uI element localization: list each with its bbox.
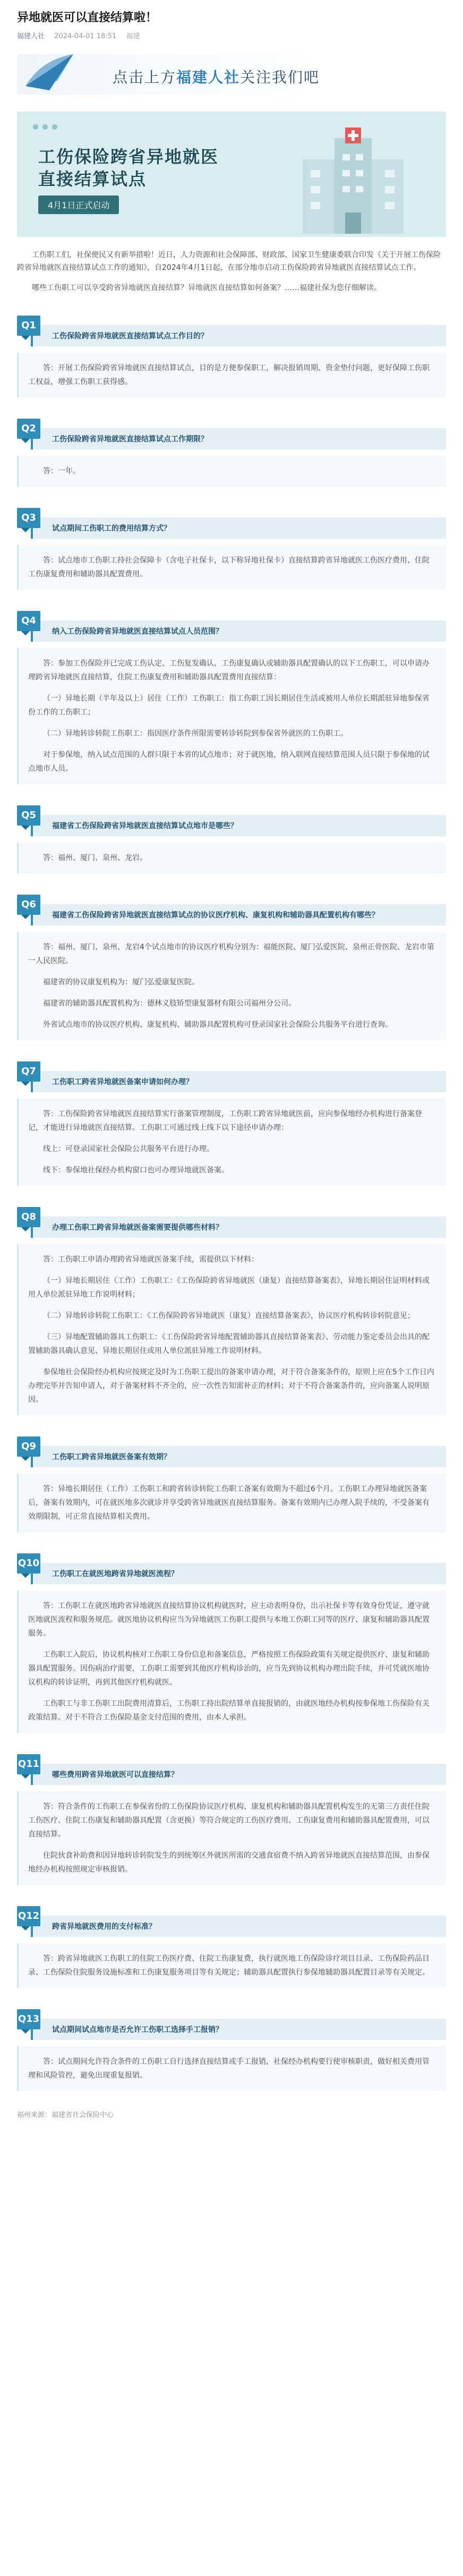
answer-box (17, 1591, 446, 1733)
question-header (17, 2009, 446, 2042)
answer-paragraph: 答：一年。 (43, 466, 80, 475)
article-meta (17, 30, 446, 40)
answer-paragraph: 答：工伤职工在就医地跨省异地就医直接结算协议机构就医时，应主动表明身份，出示社保卡等有效身份凭证，遵守就医地就医流程和服务规范。就医地协议机构应当为异地就医工伤职工提供与本地工伤职工同等的医疗、康复和辅助器具配置服务。 (28, 1601, 430, 1638)
question-number-badge: Q12 (17, 1906, 40, 1926)
question-header (17, 508, 446, 541)
answer-paragraph: （三）异地配置辅助器具工伤职工：《工伤保险跨省异地配置辅助器具直接结算备案表》、劳动能力鉴定委员会出具的配置辅助器具确认意见、异地长期居住或用人单位派驻异地工作说明材料。 (28, 1332, 430, 1355)
answer-box (17, 932, 446, 1040)
publish-date: 2024-04-01 18:51 (54, 32, 117, 40)
question-text: 哪些费用跨省异地就医可以直接结算？ (31, 1764, 446, 1785)
answer-paragraph: 答：工伤保险跨省异地就医直接结算实行备案管理制度，工伤职工跨省异地就医前，应向参保地经办机构进行备案登记，才能进行异地就医直接结算。工伤职工可通过线上线下以下途径申请办理： (28, 1109, 422, 1132)
question-text: 工伤职工跨省异地就医备案有效期？ (31, 1446, 446, 1467)
answer-box (17, 353, 446, 397)
question-text: 试点期间试点地市是否允许工伤职工选择手工报销？ (31, 2019, 446, 2040)
question-text: 工伤保险跨省异地就医直接结算试点工作期限？ (31, 428, 446, 449)
answer-paragraph: 工伤职工入院后，协议机构核对工伤职工身份信息和备案信息，严格按照工伤保险政策有关规定提供医疗、康复和辅助器具配置服务。因伤病治疗需要，工伤职工需要到其他医疗机构诊治的，应当先到协议机构办理出院手续，并可凭就医地协议机构的转诊证明，再到其他医疗机构就医。 (28, 1650, 430, 1687)
qa-item (17, 1061, 446, 1186)
account-name: 福建人社 (176, 68, 241, 86)
follow-text: 点击上方福建人社关注我们吧 (113, 68, 320, 86)
answer-paragraph: （二）异地转诊转院工伤职工：指因医疗条件所限需要转诊转院到参保省外就医的工伤职工。 (43, 729, 348, 738)
publish-location: 福建 (126, 32, 140, 40)
hero-banner (17, 112, 446, 237)
answer-paragraph: 对于参保地，纳入试点范围的人群只限于本省的试点地市；对于就医地，纳入联网直接结算范围人员只限于参保地的试点地市人员。 (28, 750, 430, 773)
answer-box (17, 843, 446, 873)
article-title: 异地就医可以直接结算啦！ (17, 11, 158, 24)
answer-box (17, 456, 446, 487)
answer-paragraph: 答：福州、厦门、泉州、龙岩4个试点地市的协议医疗机构分别为：福能医院、厦门弘爱医院、泉州正骨医院、龙岩市第一人民医院。 (28, 942, 434, 965)
answer-box (17, 1791, 446, 1885)
answer-paragraph: 答：福州、厦门、泉州、龙岩。 (43, 853, 147, 862)
question-number-badge: Q2 (17, 419, 40, 439)
question-number-badge: Q9 (17, 1436, 40, 1457)
paper-plane-ribbon-icon (20, 49, 79, 97)
question-text: 试点期间工伤职工的费用结算方式？ (31, 517, 446, 539)
question-number-badge: Q5 (17, 805, 40, 826)
author-link[interactable]: 福建人社 (17, 32, 45, 40)
follow-banner[interactable] (17, 54, 446, 95)
question-text: 办理工伤职工跨省异地就医备案需要提供哪些材料？ (31, 1217, 446, 1238)
question-text: 福建省工伤保险跨省异地就医直接结算试点地市是哪些？ (31, 815, 446, 836)
question-number-badge: Q1 (17, 316, 40, 336)
answer-box (17, 1943, 446, 1988)
qa-item (17, 805, 446, 873)
intro-paragraph: 哪些工伤职工可以享受跨省异地就医直接结算？异地就医直接结算如何备案？……福建社保为您仔细解读。 (32, 283, 381, 292)
question-text: 工伤职工在就医地跨省异地就医流程？ (31, 1563, 446, 1584)
question-number-badge: Q8 (17, 1207, 40, 1227)
answer-paragraph: 工伤职工与非工伤职工出院费用清算后，工伤职工持出院结算单直接报销的，由就医地经办机构按参保地工伤保险有关政策结算。对于不符合工伤保险基金支付范围的费用，由本人承担。 (28, 1699, 430, 1722)
article-source: 福州来源：福建省社会保险中心 (17, 2111, 114, 2119)
question-number-badge: Q4 (17, 611, 40, 631)
answer-paragraph: 答：异地长期居住（工作）工伤职工和跨省转诊转院工伤职工备案有效期为不超过6个月。工伤职工办理异地就医备案后，备案有效期内，可在就医地多次就诊并享受跨省异地就医直接结算服务。备案有效期内已办理入院手续的，不受备案有效期限制，可正常直接结算相关费用。 (28, 1484, 430, 1521)
question-header (17, 611, 446, 644)
qa-list (17, 316, 446, 2091)
answer-paragraph: 答：试点地市工伤职工持社会保障卡（含电子社保卡，以下称异地社保卡）直接结算跨省异地就医工伤医疗费用、住院工伤康复费用和辅助器具配置费用。 (28, 556, 430, 579)
answer-paragraph: （一）异地长期（半年及以上）居住（工作）工伤职工：指工伤职工因长期居住生活或被用人单位长期派驻异地参保省份工作的工伤职工； (28, 694, 430, 717)
decor-dots (33, 124, 57, 130)
qa-item (17, 611, 446, 784)
launch-date-badge: 4月1日正式启动 (38, 195, 119, 214)
answer-paragraph: 线上：可登录国家社会保险公共服务平台进行办理。 (43, 1144, 214, 1153)
question-text: 纳入工伤保险跨省异地就医直接结算试点人员范围？ (31, 620, 446, 642)
answer-box (17, 1244, 446, 1415)
question-number-badge: Q3 (17, 508, 40, 528)
answer-paragraph: （二）异地转诊转院工伤职工：《工伤保险跨省异地就医（康复）直接结算备案表》，协议医疗机构转诊转院意见； (43, 1311, 415, 1320)
intro-section (17, 249, 446, 294)
question-header (17, 419, 446, 452)
question-header (17, 895, 446, 928)
answer-paragraph: 答：跨省异地就医工伤职工的住院工伤医疗费、住院工伤康复费，执行就医地工伤保险诊疗项目目录、工伤保险药品目录、工伤保险住院服务设施标准和工伤康复服务项目等有关规定；辅助器具配置执行参保地辅助器具配置目录等有关规定。 (28, 1954, 430, 1977)
answer-paragraph: 答：试点期间允许符合条件的工伤职工自行选择直接结算或手工报销，社保经办机构要行使审核职责，做好相关费用管理和风险管控，避免出现重复报销。 (28, 2057, 430, 2080)
qa-item (17, 1754, 446, 1885)
answer-paragraph: 参保地社会保险经办机构应按规定及时为工伤职工提出的备案申请办理，对于符合备案条件的，原则上应在5个工作日内办理完毕并告知申请人，对于备案材料不齐全的，应一次性告知需补正的材料；对于不符合备案条件的，应向备案人说明原因。 (28, 1367, 434, 1404)
answer-box (17, 648, 446, 784)
answer-paragraph: （一）异地长期居住（工作）工伤职工：《工伤保险跨省异地就医（康复）直接结算备案表》，异地长期居住证明材料或用人单位派驻异地工作说明材料； (28, 1276, 430, 1299)
qa-item (17, 419, 446, 487)
question-header (17, 1436, 446, 1469)
answer-box (17, 2046, 446, 2091)
answer-box (17, 545, 446, 590)
qa-item (17, 895, 446, 1040)
answer-paragraph: 住院伙食补助费和因异地转诊转院发生的到统筹区外就医所需的交通食宿费不纳入跨省异地就医直接结算范围，由参保地经办机构按照规定审核报销。 (28, 1851, 430, 1874)
answer-paragraph: 福建省的协议康复机构为：厦门弘爱康复医院。 (43, 977, 199, 987)
answer-paragraph: 答：符合条件的工伤职工在参保省份的工伤保险协议医疗机构、康复机构和辅助器具配置机构发生的无第三方责任住院工伤医疗、住院工伤康复和辅助器具配置（含更换）等符合规定的工伤医疗费用、工伤康复费用和辅助器具配置费用，可以直接结算。 (28, 1802, 430, 1839)
question-number-badge: Q10 (17, 1553, 40, 1574)
qa-item (17, 1436, 446, 1532)
question-text: 工伤职工跨省异地就医备案申请如何办理？ (31, 1071, 446, 1092)
question-header (17, 316, 446, 348)
answer-paragraph: 答：开展工伤保险跨省异地就医直接结算试点，目的是方便参保职工，解决报销周期、资金垫付问题，更好保障工伤职工权益，增强工伤职工获得感。 (28, 363, 430, 386)
question-header (17, 1061, 446, 1094)
question-number-badge: Q13 (17, 2009, 40, 2029)
qa-item (17, 1906, 446, 1988)
question-header (17, 1906, 446, 1939)
question-number-badge: Q7 (17, 1061, 40, 1082)
hospital-building-icon (292, 127, 414, 234)
question-number-badge: Q11 (17, 1754, 40, 1774)
answer-paragraph: 外省试点地市的协议医疗机构、康复机构、辅助器具配置机构可登录国家社会保险公共服务平台进行查询。 (43, 1020, 392, 1029)
answer-paragraph: 答：工伤职工申请办理跨省异地就医备案手续，需提供以下材料： (43, 1255, 259, 1264)
question-header (17, 1553, 446, 1586)
answer-paragraph: 福建省的辅助器具配置机构为：德林义肢矫型康复器材有限公司福州分公司。 (43, 999, 296, 1008)
question-text: 工伤保险跨省异地就医直接结算试点工作目的？ (31, 325, 446, 346)
answer-paragraph: 线下：参保地社保经办机构窗口也可办理异地就医备案。 (43, 1166, 229, 1175)
question-text: 跨省异地就医费用的支付标准？ (31, 1916, 446, 1937)
hero-title: 工伤保险跨省异地就医 直接结算试点 (38, 146, 219, 189)
question-header (17, 1207, 446, 1240)
answer-box (17, 1474, 446, 1532)
qa-item (17, 316, 446, 397)
qa-item (17, 1553, 446, 1733)
question-header (17, 1754, 446, 1787)
question-header (17, 805, 446, 838)
qa-item (17, 2009, 446, 2091)
answer-box (17, 1099, 446, 1186)
intro-paragraph: 工伤职工们，社保便民又有新举措啦！近日，人力资源和社会保障部、财政部、国家卫生健康委联合印发《关于开展工伤保险跨省异地就医直接结算试点工作的通知》，自2024年4月1日起，在部分地市启动工伤保险跨省异地就医直接结算试点工作。 (17, 250, 441, 272)
qa-item (17, 1207, 446, 1415)
answer-paragraph: 答：参加工伤保险并已完成工伤认定、工伤复发确认、工伤康复确认或辅助器具配置确认的以下工伤职工，可以申请办理跨省异地就医直接结算，住院工伤康复费用和辅助器具配置费用直接结算： (28, 659, 430, 682)
question-text: 福建省工伤保险跨省异地就医直接结算试点的协议医疗机构、康复机构和辅助器具配置机构有哪些？ (31, 904, 446, 925)
qa-item (17, 508, 446, 590)
question-number-badge: Q6 (17, 895, 40, 915)
